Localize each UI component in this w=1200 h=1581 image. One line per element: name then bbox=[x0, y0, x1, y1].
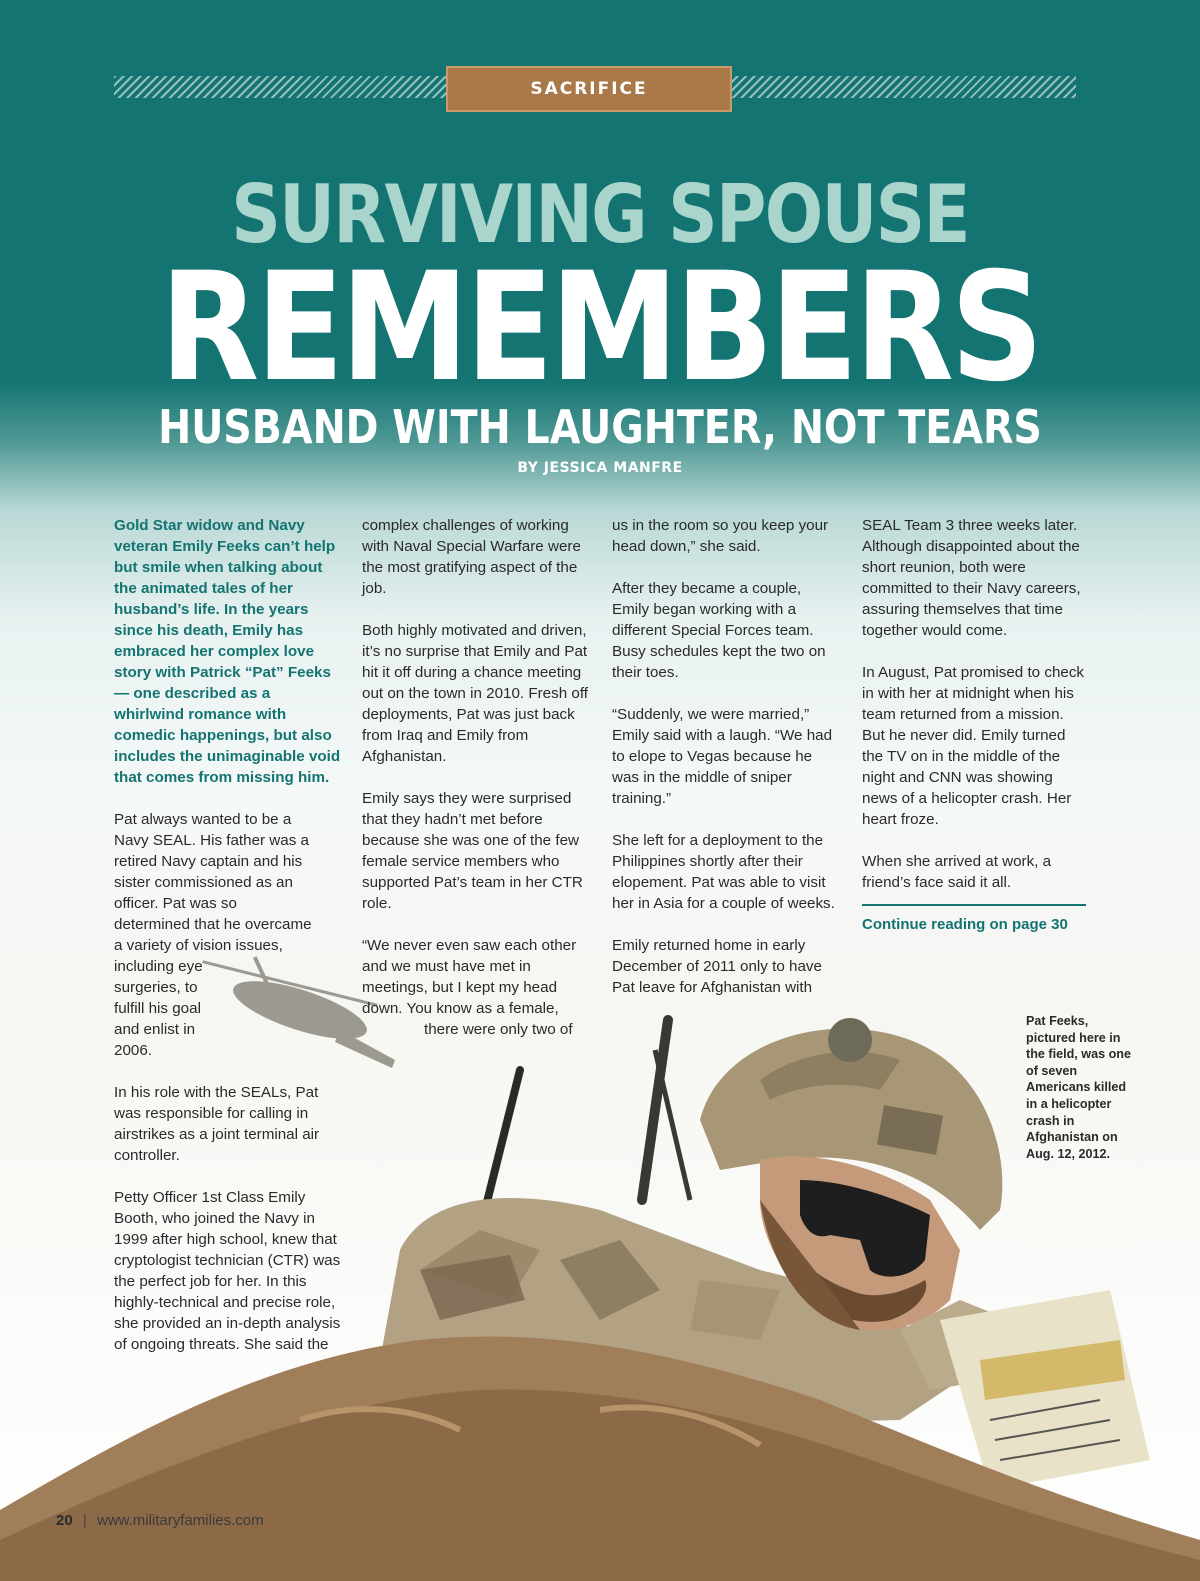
section-tag: SACRIFICE bbox=[446, 66, 732, 112]
headline-line-1: SURVIVING SPOUSE bbox=[231, 168, 969, 261]
lead-paragraph: Gold Star widow and Navy veteran Emily Feeks can’t help but smile when talking about the animated tales of her husband’s life. In the years since his death, Emily has embraced her complex love story with Patrick “Pat” Feeks — one described as a whirlwind romance with comedic happenings, but also includes the unimaginable void that comes from missing him. bbox=[114, 517, 341, 786]
article-column-4 bbox=[862, 515, 1090, 935]
decorative-stripes bbox=[114, 76, 446, 98]
page-number: 20 bbox=[56, 1512, 73, 1529]
photo-caption: Pat Feeks, pictured here in the field, was one of seven Americans killed in a helicopter crash in Afghanistan on Aug. 12, 2012. bbox=[1026, 1014, 1131, 1161]
website-url[interactable]: www.militaryfamilies.com bbox=[96, 1512, 264, 1529]
article-column-2 bbox=[362, 515, 590, 1061]
body-paragraph: Petty Officer 1st Class Emily Booth, who joined the Navy in 1999 after high school, knew that cryptologist technician (CTR) was the perfect job for her. In this highly-technical and precise role, she provided an in-depth analysis of ongoing threats. She said the bbox=[114, 1189, 341, 1353]
body-paragraph: complex challenges of working with Naval Special Warfare were the most gratifying aspect of the job. bbox=[362, 517, 581, 597]
body-paragraph: Pat always wanted to be a Navy SEAL. His father was a retired Navy captain and his sister commissioned as an officer. Pat was so determined that he overcame a variety of vision issues, including eye surgeries, to fulfill his goal and enlist in 2006. bbox=[114, 811, 312, 1059]
body-paragraph: “We never even saw each other and we must have met in meetings, but I kept my head down. You know as a female, there were only two of bbox=[362, 937, 577, 1038]
footer-separator: | bbox=[82, 1512, 87, 1529]
continue-reading-link[interactable]: Continue reading on page 30 bbox=[862, 916, 1068, 933]
body-paragraph: us in the room so you keep your head down,” she said. bbox=[612, 517, 829, 555]
body-paragraph: “Suddenly, we were married,” Emily said with a laugh. “We had to elope to Vegas because he was in the middle of sniper training.” bbox=[612, 706, 833, 807]
body-paragraph: In August, Pat promised to check in with her at midnight when his team returned from a mission. But he never did. Emily turned the TV on in the middle of the night and CNN was showing news of a helicopter crash. Her heart froze. bbox=[862, 664, 1085, 828]
antenna bbox=[642, 1020, 668, 1200]
headline-line-3: HUSBAND WITH LAUGHTER, NOT TEARS bbox=[158, 400, 1042, 454]
article-column-3 bbox=[612, 515, 840, 1019]
body-paragraph: After they became a couple, Emily began working with a different Special Forces team. Busy schedules kept the two on their toes. bbox=[612, 580, 826, 681]
body-paragraph: She left for a deployment to the Philippines shortly after their elopement. Pat was able to visit her in Asia for a couple of weeks. bbox=[612, 832, 835, 912]
body-paragraph: In his role with the SEALs, Pat was responsible for calling in airstrikes as a joint terminal air controller. bbox=[114, 1084, 320, 1164]
body-paragraph: Both highly motivated and driven, it’s no surprise that Emily and Pat hit it off during a chance meeting out on the town in 2010. Fresh off deployments, Pat was just back from Iraq and Emily from Afghanistan. bbox=[362, 622, 588, 765]
page-footer bbox=[56, 1512, 264, 1529]
body-paragraph: SEAL Team 3 three weeks later. Although disappointed about the short reunion, both were committed to their Navy careers, assuring themselves that time together would come. bbox=[862, 517, 1081, 639]
headline-line-2: REMEMBERS bbox=[159, 241, 1041, 415]
divider bbox=[862, 904, 1086, 906]
body-paragraph: Emily says they were surprised that they hadn’t met before because she was one of the few female service members who supported Pat’s team in her CTR role. bbox=[362, 790, 583, 912]
decorative-stripes bbox=[728, 76, 1076, 98]
byline: BY JESSICA MANFRE bbox=[517, 460, 683, 476]
article-column-1 bbox=[114, 515, 342, 1376]
body-paragraph: Emily returned home in early December of 2011 only to have Pat leave for Afghanistan with bbox=[612, 937, 822, 996]
body-paragraph: When she arrived at work, a friend’s face said it all. bbox=[862, 853, 1052, 891]
